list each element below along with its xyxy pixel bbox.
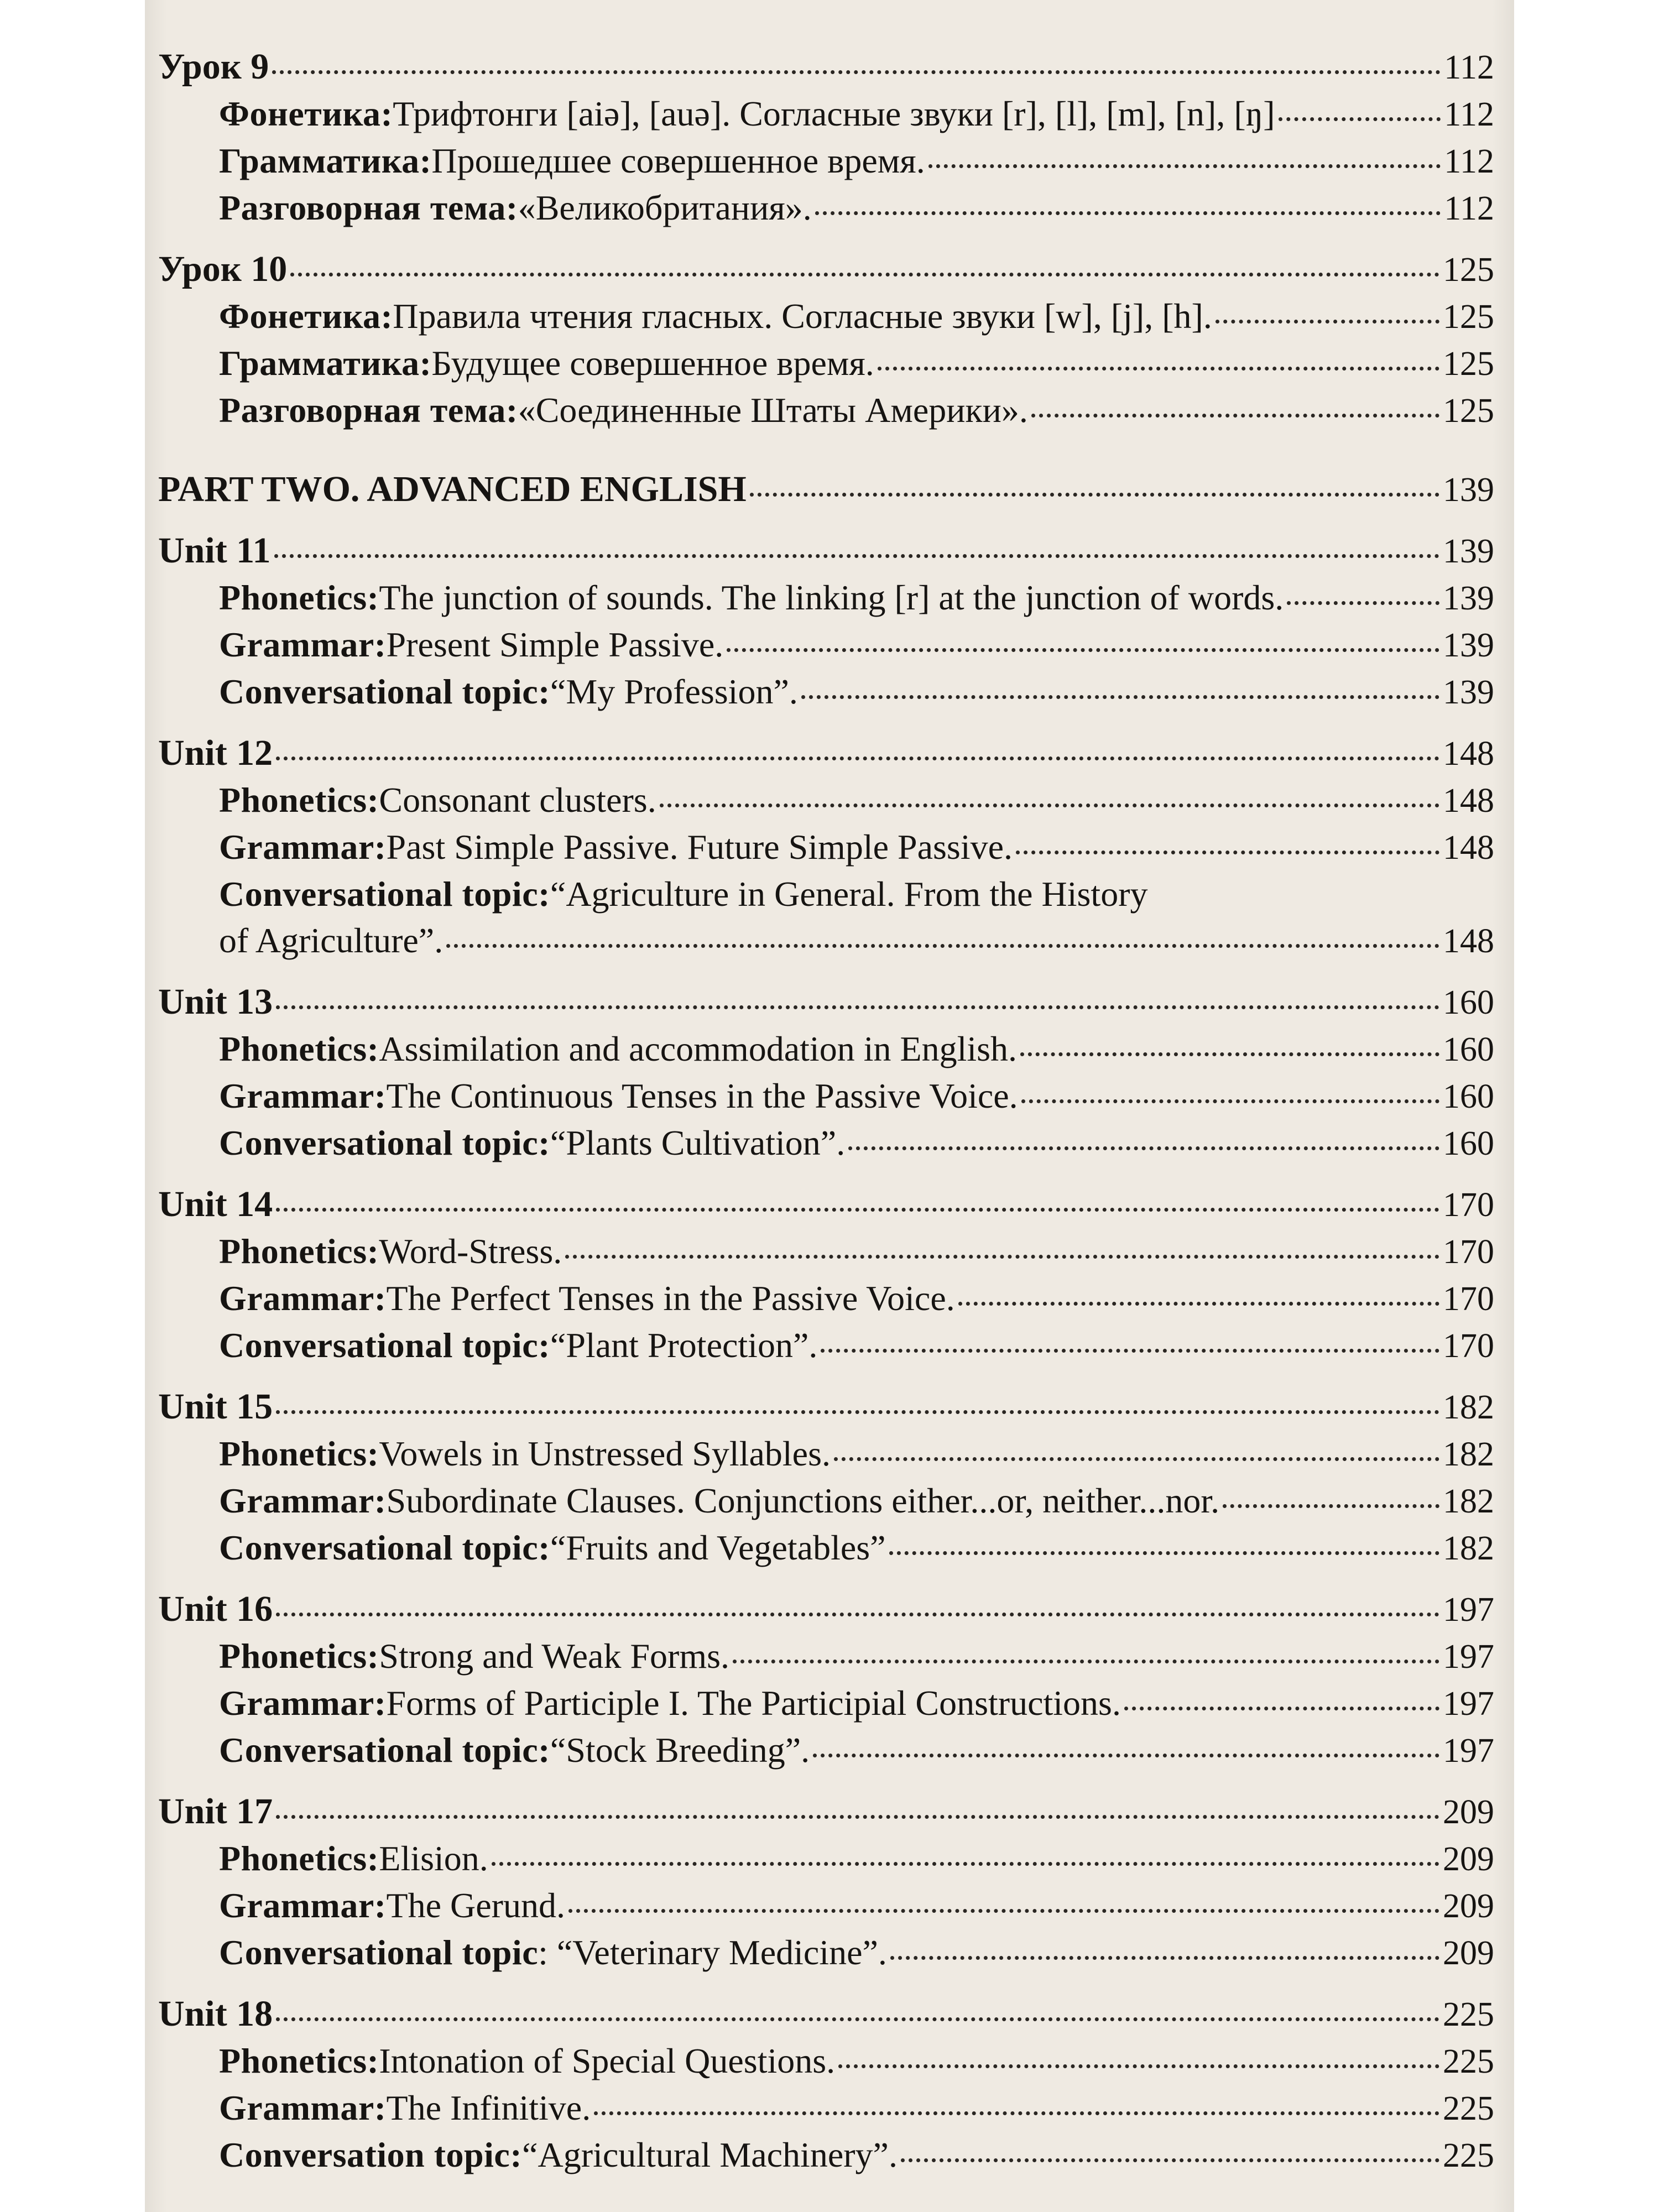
toc-grammar-entry: Грамматика: Прошедшее совершенное время. 112 xyxy=(145,137,1514,184)
page-number: 182 xyxy=(1443,1530,1494,1567)
page-number: 225 xyxy=(1443,2043,1494,2080)
page-number: 197 xyxy=(1443,1591,1494,1629)
page-number: 225 xyxy=(1443,2137,1494,2174)
toc-unit-heading: Unit 16 197 xyxy=(145,1585,1514,1632)
page-number: 125 xyxy=(1443,251,1494,289)
toc-phonetics-entry: Phonetics: Assimilation and accommodation in English. 160 xyxy=(145,1025,1514,1072)
toc-topic-entry: Conversational topic: “Fruits and Vegetables” 182 xyxy=(145,1524,1514,1571)
toc-unit-heading: Unit 14 170 xyxy=(145,1181,1514,1228)
page-number: 148 xyxy=(1443,829,1494,867)
page-number: 112 xyxy=(1444,49,1494,86)
page-number: 160 xyxy=(1443,1031,1494,1068)
page-number: 125 xyxy=(1443,392,1494,430)
toc-topic-entry: Conversation topic: “Agricultural Machinery”. 225 xyxy=(145,2131,1514,2178)
toc-phonetics-entry: Фонетика: Правила чтения гласных. Согласные звуки [w], [j], [h]. 125 xyxy=(145,293,1514,340)
toc-grammar-entry: Грамматика: Будущее совершенное время. 125 xyxy=(145,340,1514,387)
toc-phonetics-entry: Phonetics: Vowels in Unstressed Syllables. 182 xyxy=(145,1430,1514,1477)
page-number: 225 xyxy=(1443,2090,1494,2127)
page-number: 170 xyxy=(1443,1327,1494,1365)
toc-topic-entry: Разговорная тема: «Великобритания». 112 xyxy=(145,184,1514,231)
page-number: 139 xyxy=(1443,580,1494,617)
page-number: 170 xyxy=(1443,1280,1494,1318)
toc-unit-heading: Unit 18 225 xyxy=(145,1990,1514,2037)
toc-unit-heading: Урок 10 125 xyxy=(145,246,1514,293)
toc-grammar-entry: Grammar: The Perfect Tenses in the Passive Voice. 170 xyxy=(145,1275,1514,1322)
toc-phonetics-entry: Phonetics: Word-Stress. 170 xyxy=(145,1228,1514,1275)
page-number: 170 xyxy=(1443,1186,1494,1224)
page-number: 125 xyxy=(1443,345,1494,383)
toc-unit-heading: Unit 12 148 xyxy=(145,729,1514,776)
page-number: 209 xyxy=(1443,1793,1494,1831)
toc-phonetics-entry: Phonetics: Intonation of Special Questions. 225 xyxy=(145,2037,1514,2084)
toc-phonetics-entry: Phonetics: Consonant clusters. 148 xyxy=(145,776,1514,823)
toc-topic-entry: Conversational topic: “Plants Cultivation”. 160 xyxy=(145,1119,1514,1166)
page-number: 160 xyxy=(1443,984,1494,1021)
toc-topic-entry: Conversational topic : “Veterinary Medicine”. 209 xyxy=(145,1929,1514,1976)
page-number: 160 xyxy=(1443,1078,1494,1115)
page-number: 139 xyxy=(1443,674,1494,711)
page-number: 139 xyxy=(1443,471,1494,509)
toc-topic-entry: Conversational topic: “My Profession”. 139 xyxy=(145,668,1514,715)
page-number: 182 xyxy=(1443,1436,1494,1473)
toc-unit-heading: Урок 9 112 xyxy=(145,43,1514,90)
toc-phonetics-entry: Phonetics: The junction of sounds. The linking [r] at the junction of words. 139 xyxy=(145,574,1514,621)
toc-unit-heading: Unit 15 182 xyxy=(145,1383,1514,1430)
toc-topic-entry: Conversational topic: “Agriculture in General. From the History xyxy=(219,874,1148,914)
toc-phonetics-entry: Phonetics: Strong and Weak Forms. 197 xyxy=(145,1632,1514,1679)
page-number: 209 xyxy=(1443,1934,1494,1972)
page-number: 182 xyxy=(1443,1389,1494,1426)
toc-part-heading: PART TWO. ADVANCED ENGLISH 139 xyxy=(145,466,1514,513)
page-number: 209 xyxy=(1443,1840,1494,1878)
page-number: 160 xyxy=(1443,1125,1494,1162)
toc-grammar-entry: Grammar: The Gerund. 209 xyxy=(145,1882,1514,1929)
page-number: 139 xyxy=(1443,533,1494,570)
toc-grammar-entry: Grammar: Subordinate Clauses. Conjunctions either...or, neither...nor. 182 xyxy=(145,1477,1514,1524)
toc-phonetics-entry: Фонетика: Трифтонги [aiə], [auə]. Согласные звуки [r], [l], [m], [n], [ŋ] 112 xyxy=(145,90,1514,137)
page-number: 148 xyxy=(1443,922,1494,960)
toc-grammar-entry: Grammar: Forms of Participle I. The Participial Constructions. 197 xyxy=(145,1679,1514,1726)
page-number: 148 xyxy=(1443,782,1494,820)
page-number: 209 xyxy=(1443,1887,1494,1925)
page-number: 182 xyxy=(1443,1483,1494,1520)
table-of-contents xyxy=(145,43,1514,2178)
toc-topic-entry: Разговорная тема: «Соединенные Штаты Америки». 125 xyxy=(145,387,1514,434)
page-number: 139 xyxy=(1443,627,1494,664)
page-number: 112 xyxy=(1444,96,1494,133)
page-number: 170 xyxy=(1443,1233,1494,1271)
toc-grammar-entry: Grammar: The Infinitive. 225 xyxy=(145,2084,1514,2131)
toc-topic-entry: Conversational topic: “Stock Breeding”. 197 xyxy=(145,1726,1514,1773)
page-number: 197 xyxy=(1443,1685,1494,1723)
toc-unit-heading: Unit 17 209 xyxy=(145,1788,1514,1835)
book-page xyxy=(145,0,1514,2212)
toc-grammar-entry: Grammar: Present Simple Passive. 139 xyxy=(145,621,1514,668)
page-number: 148 xyxy=(1443,735,1494,773)
page-number: 197 xyxy=(1443,1638,1494,1676)
page-number: 197 xyxy=(1443,1732,1494,1770)
page-number: 125 xyxy=(1443,298,1494,336)
page-number: 112 xyxy=(1444,143,1494,180)
toc-grammar-entry: Grammar: The Continuous Tenses in the Passive Voice. 160 xyxy=(145,1072,1514,1119)
toc-topic-continuation: of Agriculture”. 148 xyxy=(145,917,1514,964)
page-number: 225 xyxy=(1443,1996,1494,2033)
toc-grammar-entry: Grammar: Past Simple Passive. Future Simple Passive. 148 xyxy=(145,823,1514,870)
toc-unit-heading: Unit 11 139 xyxy=(145,527,1514,574)
toc-unit-heading: Unit 13 160 xyxy=(145,978,1514,1025)
toc-topic-entry: Conversational topic: “Plant Protection”. 170 xyxy=(145,1322,1514,1369)
toc-phonetics-entry: Phonetics: Elision. 209 xyxy=(145,1835,1514,1882)
page-number: 112 xyxy=(1444,190,1494,227)
